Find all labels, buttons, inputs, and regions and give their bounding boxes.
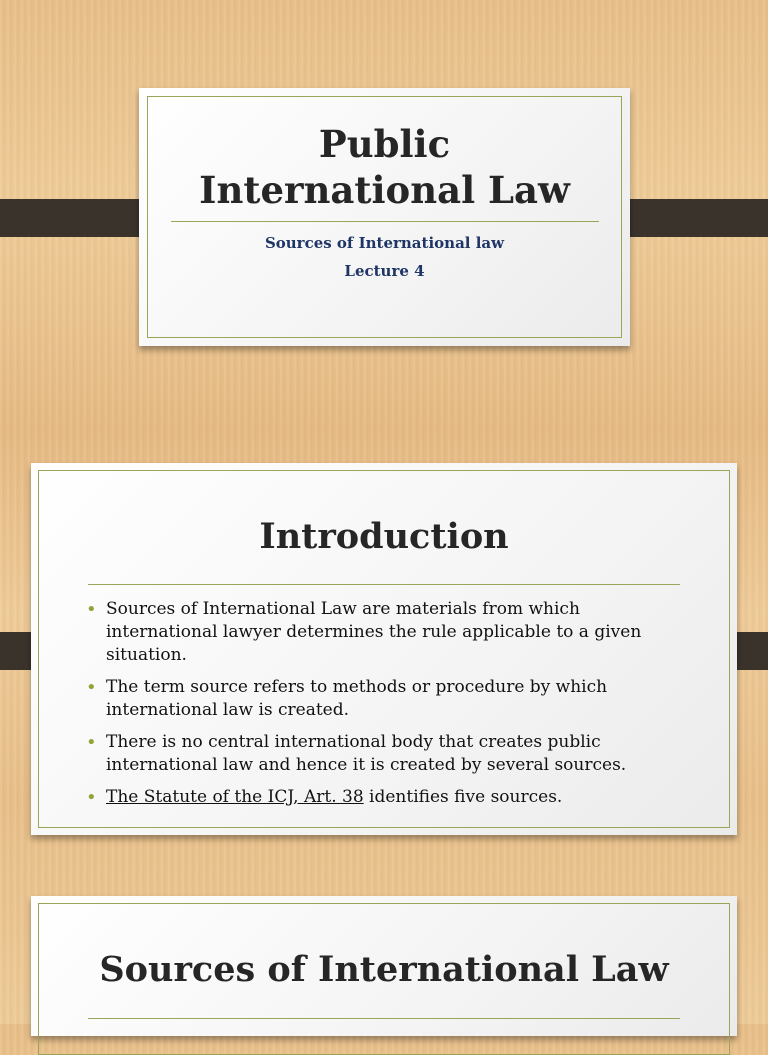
bullet-icon: • (86, 677, 97, 698)
bullet-text: The term source refers to methods or procedure by which international law is created. (106, 677, 608, 720)
statute-link[interactable]: The Statute of the ICJ, Art. 38 (106, 787, 364, 807)
slide-title-line2: International Law (199, 168, 570, 212)
bullet-item (86, 786, 686, 809)
left-strip-top (0, 199, 156, 237)
slide-heading: Introduction (259, 516, 509, 557)
slide-title-line1: Public (318, 122, 451, 166)
slide-heading: Sources of International Law (99, 949, 669, 990)
bullet-item (86, 598, 686, 667)
heading-divider (88, 1018, 680, 1019)
introduction-slide[interactable] (31, 463, 737, 835)
title-divider (171, 221, 599, 222)
bullet-text: Sources of International Law are materials from which international lawyer determines the rule applicable to a given situation. (106, 599, 642, 665)
right-strip-top (612, 199, 768, 237)
bullet-text-suffix: identifies five sources. (363, 787, 563, 807)
bullet-item (86, 676, 686, 722)
sources-slide[interactable] (31, 896, 737, 1036)
bullet-list (86, 598, 686, 818)
bullet-icon: • (86, 599, 97, 620)
title-slide[interactable] (139, 88, 630, 346)
bullet-item (86, 731, 686, 777)
slide-subtitle: Sources of International law (264, 234, 505, 252)
bullet-icon: • (86, 787, 97, 808)
heading-divider (88, 584, 680, 585)
lecture-label: Lecture 4 (344, 262, 425, 280)
bullet-icon: • (86, 732, 97, 753)
bullet-text: There is no central international body that creates public international law and hence it is created by several sources. (106, 732, 627, 775)
